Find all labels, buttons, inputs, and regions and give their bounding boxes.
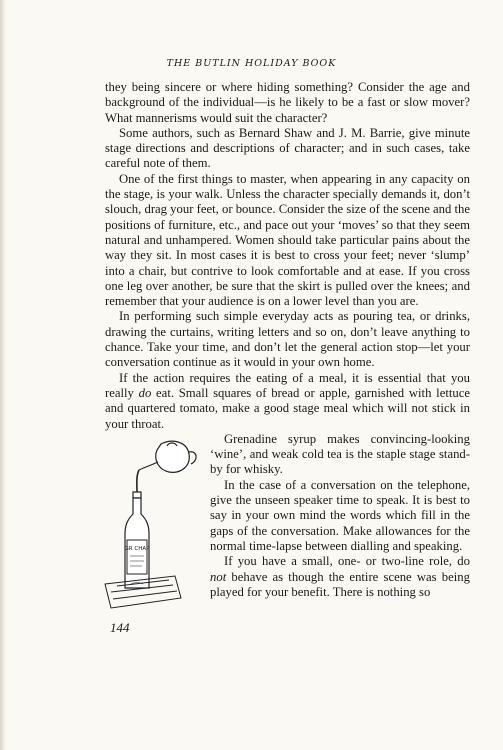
paragraph-8 — [210, 554, 470, 600]
paragraph-8-text-a: If you have a small, one- or two-line role, do — [224, 554, 470, 569]
paragraph-1: they being sincere or where hiding something? Consider the age and background of the individual—is he likely to be a fast or slow mover? What mannerisms would suit the character? — [105, 80, 470, 125]
paragraph-7: In the case of a conversation on the telephone, give the unseen speaker time to speak. It is best to say in your own mind the words which fill in the gaps of the conversation. Make allowances for the normal time-lapse between dialling and speaking. — [210, 477, 470, 553]
paragraph-5 — [105, 371, 470, 432]
body-text — [105, 80, 470, 600]
paragraph-5-emphasis: do — [138, 385, 152, 400]
paragraph-8-text-b: behave as though the entire scene was being played for your benefit. There is nothing so — [210, 569, 470, 599]
paragraph-3: One of the first things to master, when appearing in any capacity on the stage, is your walk. Unless the character specially demands it, don’t slouch, drag your feet, or bounce. Consider the size of the scene and the positions of furniture, etc., and pace out your ‘moves’ so that they seem natural and unhampered. Women should take particular pains about the way they sit. In most cases it is best to cross your feet; never ‘slump’ into a chair, but contrive to look comfortable and at ease. If you cross one leg over another, be sure that the skirt is pulled over the knees; and remember that your audience is on a lower level than you are. — [105, 171, 470, 309]
paragraph-8-emphasis: not — [210, 569, 227, 584]
page-number: 144 — [110, 620, 130, 635]
paragraph-5-text-b: eat. Small squares of bread or apple, garnished with lettuce and quartered tomato, make a good stage meal which will not stick in your throat. — [105, 385, 470, 431]
running-head: THE BUTLIN HOLIDAY BOOK — [166, 58, 337, 69]
paragraph-4: In performing such simple everyday acts as pouring tea, or drinks, drawing the curtains, writing letters and so on, don’t leave anything to chance. Take your time, and don’t let the general action stop—let your conversation continue as it would in your own home. — [105, 309, 470, 370]
paragraph-5-text-a: If the action requires the eating of a meal, it is essential that you really — [105, 370, 470, 400]
bottle-label-text: GR CHAP — [124, 545, 150, 552]
paragraph-6: Grenadine syrup makes convincing-looking ‘wine’, and weak cold tea is the staple stage stand-by for whisky. — [210, 431, 470, 477]
paragraph-2: Some authors, such as Bernard Shaw and J. M. Barrie, give minute stage directions and descriptions of character; and in such cases, take careful note of them. — [105, 125, 470, 171]
illustrated-section — [105, 432, 470, 600]
bottle-pouring-illustration — [103, 436, 203, 611]
text-beside-illustration — [210, 432, 470, 600]
page-gutter-shadow — [0, 0, 6, 750]
